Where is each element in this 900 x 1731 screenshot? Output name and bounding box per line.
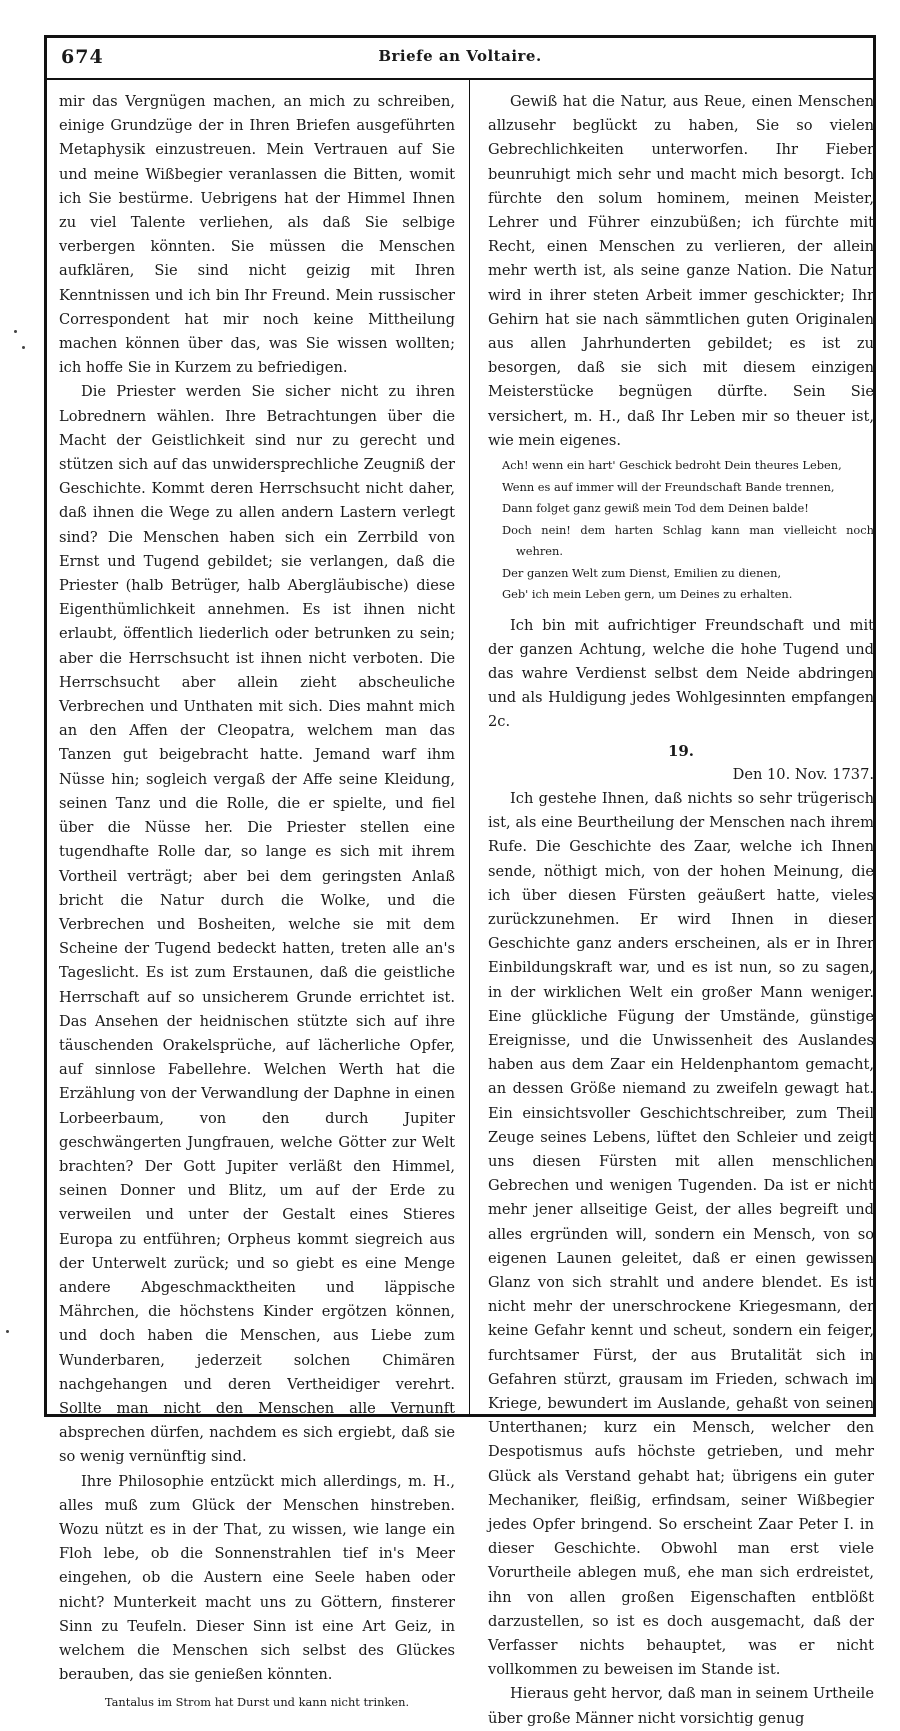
- poem-line: Dann folget ganz gewiß mein Tod dem Deinen balde!: [502, 501, 809, 516]
- paragraph: Die Priester werden Sie sicher nicht zu ihren Lobrednern wählen. Ihre Betrachtungen über die Macht der Geistlichkeit sind nur zu gerecht und stützen sich auf das unwidersprechliche Zeugniß der Geschichte. Kommt deren Herrschsucht nicht daher, daß ihnen die Wege zu allen andern Lastern verlegt sind? Die Menschen haben sich ein Zerrbild von Ernst und Tugend gebildet; sie verlangen, daß die Priester (halb Betrüger, halb Abergläubische) diese Eigenthümlichkeit annehmen. Es ist ihnen nicht erlaubt, öffentlich liederlich oder betrunken zu sein; aber die Herrschsucht ist ihnen nicht verboten. Die Herrschsucht aber allein zieht abscheuliche Verbrechen und Unthaten mit sich. Dies mahnt mich an den Affen der Cleopatra, welchem man das Tanzen gut beigebracht hatte. Jemand warf ihm Nüsse hin; sogleich vergaß der Affe seine Kleidung, seinen Tanz und die Rolle, die er spielte, und fiel über die Nüsse her. Die Priester stellen eine tugendhafte Rolle dar, so lange es sich mit ihrem Vortheil verträgt; aber bei dem geringsten Anlaß bricht die Natur durch die Wolke, und die Verbrechen und Bosheiten, welche sie mit dem Scheine der Tugend bedeckt hatten, treten alle an's Tageslicht. Es ist zum Erstaunen, daß die geistliche Herrschaft auf so unsicherem Grunde errichtet ist. Das Ansehen der heidnischen stützte sich auf ihre täuschenden Orakelsprüche, auf lächerliche Opfer, auf sinnlose Fabellehre. Welchen Werth hat die Erzählung von der Verwandlung der Daphne in einen Lorbeerbaum, von den durch Jupiter geschwängerten Jungfrauen, welche Götter zur Welt brachten? Der Gott Jupiter verläßt den Himmel, seinen Donner und Blitz, um auf der Erde zu verweilen und unter der Gestalt eines Stieres Europa zu entführen; Orpheus kommt siegreich aus der Unterwelt zurück; und so giebt es eine Menge andere Abgeschmacktheiten und läppische Mährchen, die höchstens Kinder ergötzen können, und doch haben die Menschen, aus Liebe zum Wunderbaren, jederzeit solchen Chimären nachgehangen und deren Verthеidiger verehrt. Sollte man nicht den Menschen alle Vernunft absprechen dürfen, nachdem es sich ergiebt, daß sie so wenig vernünftig sind.: [59, 383, 455, 1466]
- letter-number: 19.: [667, 741, 695, 760]
- poem-line: Geb' ich mein Leben gern, um Deines zu erhalten.: [502, 587, 793, 602]
- poem-line: Doch nein! dem harten Schlag kann man vielleicht noch wehren.: [502, 522, 874, 559]
- running-title: Briefe an Voltaire.: [378, 47, 542, 65]
- poem-line: Der ganzen Welt zum Dienst, Emilien zu dienen,: [502, 565, 782, 580]
- paragraph: mir das Vergnügen machen, an mich zu schreiben, einige Grundzüge der in Ihren Briefen ausgeführten Metaphysik einzustreuen. Mein Vertrauen auf Sie und meine Wißbegier veranlassen die Bitten, womit ich Sie bestürme. Uebrigens hat der Himmel Ihnen zu viel Talente verliehen, als daß Sie selbige verbergen könnten. Sie müssen die Menschen aufklären, Sie sind nicht geizig mit Ihren Kenntnissen und ich bin Ihr Freund. Mein russischer Correspondent hat mir noch keine Mittheilung machen können über das, was Sie wissen wollten; ich hoffe Sie in Kurzem zu befriedigen.: [59, 93, 455, 377]
- poem: [488, 455, 874, 606]
- ink-speck: [6, 1330, 9, 1333]
- paragraph: Gewiß hat die Natur, aus Reue, einen Menschen allzusehr beglückt zu haben, Sie so vielen Gebrechlichkeiten unterworfen. Ihr Fieber beunruhigt mich sehr und macht mich besorgt. Ich fürchte den solum hominem, meinen Meister, Lehrer und Führer einzubüßen; ich fürchte mit Recht, einen Menschen zu verlieren, der allein mehr werth ist, als seine ganze Nation. Die Natur wird in ihrer steten Arbeit immer geschickter; Ihr Gehirn hat sie nach sämmtlichen guten Originalen aus allen Jahrhunderten gebildet; es ist zu besorgen, daß sie sich mit diesem einzigen Meisterstücke begnügen dürfte. Sein Sie versichert, m. H., daß Ihr Leben mir so theuer ist, wie mein eigenes.: [488, 93, 874, 449]
- ink-speck: [14, 330, 17, 333]
- paragraph: Ich gestehe Ihnen, daß nichts so sehr trügerisch ist, als eine Beurtheilung der Menschen nach ihrem Rufe. Die Geschichte des Zaar, welche ich Ihnen sende, nöthigt mich, von der hohen Meinung, die ich über diesen Fürsten geäußert hatte, vieles zurückzunehmen. Er wird Ihnen in dieser Geschichte ganz anders erscheinen, als er in Ihrer Einbildungskraft war, und es ist nun, so zu sagen, in der wirklichen Welt ein großer Mann weniger. Eine glückliche Fügung der Umstände, günstige Ereignisse, und die Unwissenheit des Auslandes haben aus dem Zaar ein Heldenphantom gemacht, an dessen Größe niemand zu zweifeln gewagt hat. Ein einsichtsvoller Geschichtschreiber, zum Theil Zeuge seines Lebens, lüftet den Schleier und zeigt uns diesen Fürsten mit allen menschlichen Gebrechen und wenigen Tugenden. Da ist er nicht mehr jener allseitige Geist, der alles begreift und alles ergründen will, sondern ein Mensch, von so eigenen Launen geleitet, daß er einen gewissen Glanz von sich strahlt und andere blendet. Es ist nicht mehr der unerschrockene Kriegesmann, der keine Gefahr kennt und scheut, sondern ein feiger, furchtsamer Fürst, der aus Brutalität sich in Gefahren stürzt, grausam im Frieden, schwach im Kriege, bewundert im Auslande, gehaßt von seinen Unterthanen; kurz ein Mensch, welcher den Despotismus aufs höchste getrieben, und mehr Glück als Verstand gehabt hat; übrigens ein guter Mechaniker, fleißig, erfindsam, seiner Wißbegier jedes Opfer bringend. So erscheint Zaar Peter I. in dieser Geschichte. Obwohl man erst viele Vorurtheile ablegen muß, ehe man sich erdreistet, ihn von allen großen Eigenschaften entblößt darzustellen, so ist es doch ausgemacht, daß der Verfasser nichts behauptet, was er nicht vollkommen zu beweisen im Stande ist.: [488, 789, 874, 1679]
- letter-date: Den 10. Nov. 1737.: [732, 765, 874, 783]
- paragraph: Ihre Philosophie entzückt mich allerdings, m. H., alles muß zum Glück der Menschen hinstreben. Wozu nützt es in der That, zu wissen, wie lange ein Floh lebe, ob die Sonnenstrahlen tief in's Meer eingehen, ob die Austern eine Seele haben oder nicht? Munterkeit macht uns zu Göttern, finsterer Sinn zu Teufeln. Dieser Sinn ist eine Art Geiz, in welchem die Menschen sich selbst des Glückes berauben, das sie genießen könnten.: [59, 1472, 455, 1684]
- left-column: [59, 90, 455, 1710]
- page-number: 674: [61, 46, 104, 68]
- poem-line: Ach! wenn ein hart' Geschick bedroht Dein theures Leben,: [502, 458, 842, 473]
- right-column: [488, 90, 874, 1727]
- paragraph: Ich bin mit aufrichtiger Freundschaft und mit der ganzen Achtung, welche die hohe Tugend und das wahre Verdienst selbst dem Neide abdringen und als Huldigung jedes Wohlgesinnten empfangen 2c.: [488, 616, 874, 731]
- page-header: [47, 38, 873, 80]
- poem-line: Wenn es auf immer will der Freundschaft Bande trennen,: [502, 479, 835, 494]
- column-divider: [469, 80, 470, 1414]
- page-frame: [44, 35, 876, 1727]
- closing-verse: Tantalus im Strom hat Durst und kann nicht trinken.: [104, 1695, 410, 1710]
- paragraph: Hieraus geht hervor, daß man in seinem Urtheile über große Männer nicht vorsichtig genug: [488, 1685, 874, 1727]
- ink-speck: [22, 346, 25, 349]
